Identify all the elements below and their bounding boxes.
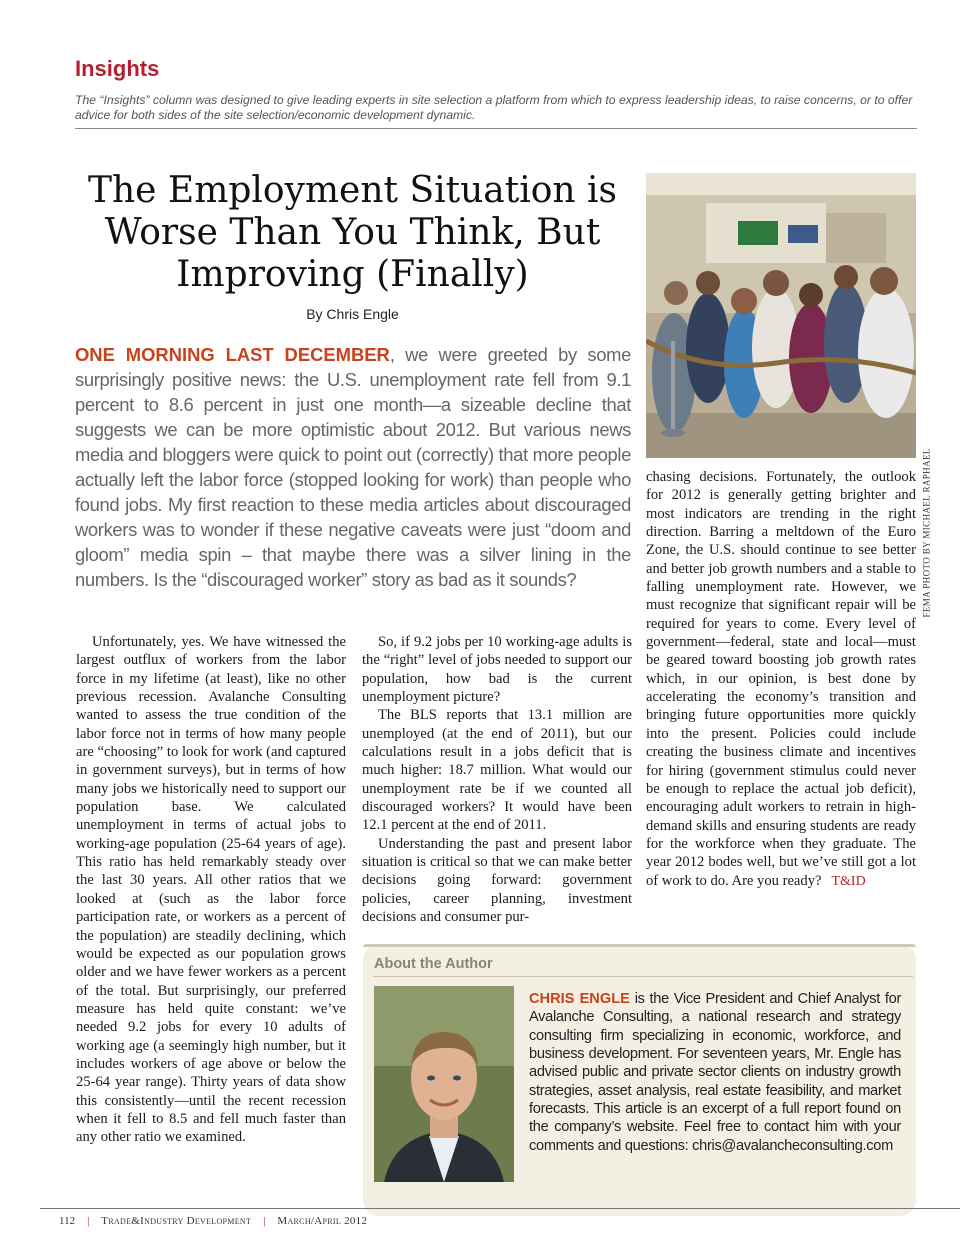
author-bio-text: is the Vice President and Chief Analyst for Avalanche Consulting, a national research and strategy consulting firm specializing in economic, workforce, and business development. For seventeen years, Mr. Engle has advised public and private sector clients on industry growth strategies, asset analysis, real estate feasibility, and market forecasts. This article is an excerpt of a full report found on the company’s website. Feel free to contact him with your comments and questions: chris@avalancheconsulting.com <box>529 991 902 1154</box>
body-paragraph: The BLS reports that 13.1 million are unemployed (at the end of 2011), but our calculations result in a jobs deficit that is much higher: 18.7 million. What would our unemployment rate be if we counted all discouraged workers? It would have been 12.1 percent at the end of 2011. <box>362 707 632 834</box>
article-photo <box>646 173 916 458</box>
header-divider <box>75 128 917 129</box>
page-number: 112 <box>59 1215 76 1227</box>
about-author-title: About the Author <box>374 956 493 972</box>
author-portrait-illustration <box>374 986 514 1182</box>
photo-credit <box>919 448 933 620</box>
author-name: CHRIS ENGLE <box>529 991 630 1007</box>
body-paragraph: Unfortunately, yes. We have witnessed the largest outflux of workers from the labor force in my lifetime (at least), like no other previous recession. Avalanche Consulting wanted to assess the true condition of the labor force not in terms of how many people are “choosing” to look for work (and captured in government surveys), but in terms of how many jobs we historically need to support our population base. We calculated unemployment in terms of actual jobs to working-age population (25-64 years of age). This ratio has held remarkably steady over the last 30 years. All other ratios that we looked at (such as the labor force participation rate, or workers as a percent of the population) are steadily declining, which would be expected as our population grows older and we have fewer workers as a percent of the total. But surprisingly, our preferred measure has held quite constant: we’ve needed 9.2 jobs for every 10 adults of working age (a seemingly high number, but it includes workers of age above or below the 25-64 year range). Thirty years of data show this consistently—until the recent recession when it fell to 8.5 and fell much faster than any other ratio we examined. <box>76 634 346 1146</box>
photo-credit-text: FEMA PHOTO BY MICHAEL RAPHAEL <box>921 448 932 618</box>
publication-name: Trade&Industry Development <box>101 1215 252 1227</box>
body-text: chasing decisions. Fortunately, the outlook for 2012 is generally getting brighter and most indicators are trending in the right direction. Barring a meltdown of the Euro Zone, the U.S. should continue to see better and better job growth numbers and a stable to falling unemployment rate. However, we must recognize that significant repair will be required for years to come. Every level of government—federal, state and local—must be geared toward boosting job growth rates which, in our opinion, is best done by accelerating the economy’s transition and bringing future opportunities more quickly into the present. Policies could include creating the business climate and incentives for hiring (government stimulus could never be enough to replace the actual job deficit), encouraging adult workers to retrain in high-demand skills and ensuring students are ready for the workforce when they graduate. The year 2012 bodes well, but we’ve still got a lot of work to do. Are you ready? <box>646 469 916 889</box>
section-title: Insights <box>75 56 160 81</box>
lead-text: , we were greeted by some surprisingly positive news: the U.S. unemployment rate fell from 9.1 percent to 8.6 percent in just one month—a sizeable decline that suggests we can be more optimistic about 2012. But various news media and bloggers were quick to point out (correctly) that more people actually left the labor force (stopped looking for work) than people who found jobs. My first reaction to these media articles about discouraged workers was to wonder if these negative caveats were just “doom and gloom” media spin – that maybe there was a silver lining in the numbers. Is the “discouraged worker” story as bad as it sounds? <box>75 344 631 590</box>
body-column-2 <box>362 633 632 927</box>
crowd-photo-illustration <box>646 173 916 458</box>
article-headline: The Employment Situation is Worse Than You Think, But Improving (Finally) <box>87 170 618 295</box>
about-author-divider <box>373 976 913 977</box>
author-bio <box>529 990 901 1155</box>
end-mark: T&ID <box>831 873 866 889</box>
page-footer: 112 | Trade&Industry Development | March/April 2012 <box>59 1215 368 1227</box>
body-paragraph: Understanding the past and present labor situation is critical so that we can make better decisions going forward: government policies, career planning, investment decisions and consumer pur- <box>362 835 632 926</box>
about-author-box-bar <box>363 944 916 947</box>
body-column-1 <box>76 633 346 1147</box>
section-intro: The “Insights” column was designed to give leading experts in site selection a platform from which to express leadership ideas, to raise concerns, or to offer advice for both sides of the site selection/economic development dynamic. <box>75 93 913 122</box>
body-column-3 <box>646 468 916 891</box>
author-portrait <box>374 986 514 1182</box>
footer-divider <box>40 1208 960 1209</box>
issue-date: March/April 2012 <box>277 1215 368 1227</box>
lead-paragraph <box>75 342 631 592</box>
lead-kicker: ONE MORNING LAST DECEMBER <box>75 344 390 365</box>
body-paragraph: So, if 9.2 jobs per 10 working-age adults is the “right” level of jobs needed to support our population, how bad is the current unemployment picture? <box>362 634 632 706</box>
body-paragraph <box>646 468 916 891</box>
article-byline: By Chris Engle <box>306 306 399 322</box>
